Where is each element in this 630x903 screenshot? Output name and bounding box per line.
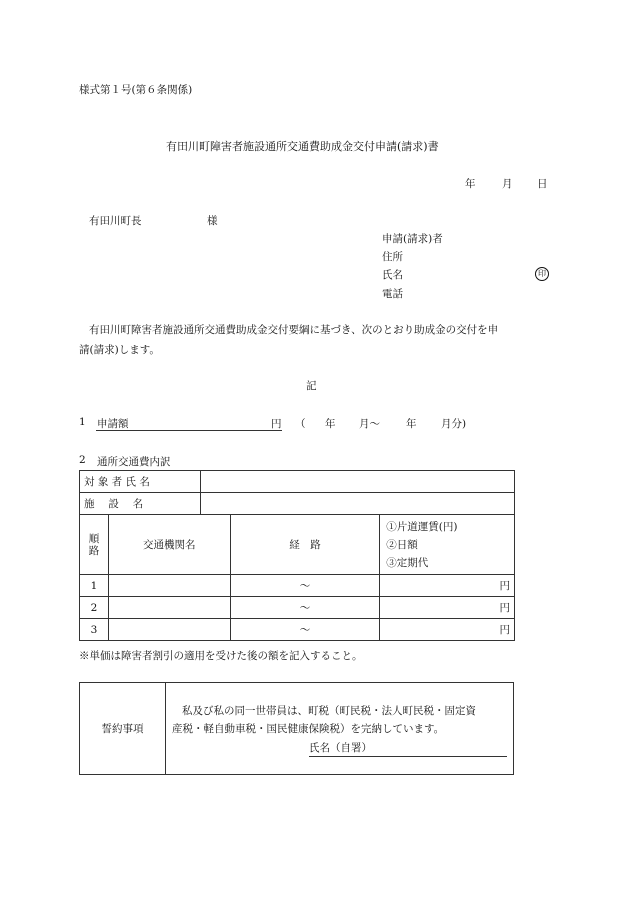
row-number: 3 [80,619,109,641]
item1-label: 申請額 [97,418,129,430]
addressee-honorific: 様 [207,215,218,227]
table-row [80,597,515,619]
item1-yen: 円 [271,418,282,430]
facility-label: 施 設 名 [80,493,201,515]
pledge-box [79,682,514,775]
col-transport: 交通機関名 [108,515,230,575]
row-number: 2 [80,597,109,619]
name-label: 氏名 [382,269,403,281]
item1-month-from: 月～ [359,418,380,430]
item1-year2: 年 [406,418,417,430]
col-order [80,515,109,575]
person-name-field[interactable] [200,471,514,493]
body-line-2: 請(請求)します。 [79,344,160,356]
page-title: 有田川町障害者施設通所交通費助成金交付申請(請求)書 [166,140,439,153]
col-order-text: 順 路 [88,532,100,557]
route-field[interactable]: ～ [230,575,380,597]
amount-field[interactable]: 円 [380,619,515,641]
transport-field[interactable] [108,597,230,619]
person-label: 対 象 者 氏 名 [80,471,201,493]
date-month: 月 [502,178,513,190]
ki-heading: 記 [306,380,317,392]
pledge-text-2: 産税・軽自動車税・国民健康保険税）を完納しています。 [172,723,445,735]
route-field[interactable]: ～ [230,619,380,641]
facility-row [80,493,515,515]
col-amount-line-1: ①片道運賃(円) [386,520,458,533]
form-number: 様式第１号(第６条関係) [79,84,193,96]
item1-year1: 年 [325,418,336,430]
table-row [80,575,515,597]
seal-mark: 印 [535,267,549,281]
date-day: 日 [537,178,548,190]
header-row [80,515,515,575]
applicant-heading: 申請(請求)者 [382,233,443,245]
person-row [80,471,515,493]
transport-field[interactable] [108,619,230,641]
phone-label: 電話 [382,288,403,300]
table-row [80,619,515,641]
col-amount [380,515,515,575]
amount-field[interactable]: 円 [380,597,515,619]
pledge-text-1: 私及び私の同一世帯員は、町税（町民税・法人町民税・固定資 [182,705,476,717]
expense-table [79,470,515,641]
route-field[interactable]: ～ [230,597,380,619]
transport-field[interactable] [108,575,230,597]
amount-underline [96,430,282,431]
date-year: 年 [465,178,476,190]
facility-name-field[interactable] [200,493,514,515]
col-amount-line-3: ③定期代 [386,556,429,569]
item2-label: 通所交通費内訳 [97,456,171,468]
item1-number: 1 [79,416,86,428]
item1-open-paren: （ [295,418,306,430]
col-amount-line-2: ②日額 [386,538,418,551]
col-route: 経 路 [230,515,380,575]
addressee-name: 有田川町長 [89,215,142,227]
note: ※単価は障害者割引の適用を受けた後の額を記入すること。 [79,650,363,662]
item2-number: 2 [79,454,86,466]
signature-label: 氏名（自署） [309,742,372,754]
item1-month-to: 月分) [441,418,467,430]
address-label: 住所 [382,251,403,263]
amount-field[interactable]: 円 [380,575,515,597]
pledge-label: 誓約事項 [80,683,166,774]
body-line-1: 有田川町障害者施設通所交通費助成金交付要綱に基づき、次のとおり助成金の交付を申 [89,324,499,336]
signature-line[interactable] [309,740,507,757]
row-number: 1 [80,575,109,597]
